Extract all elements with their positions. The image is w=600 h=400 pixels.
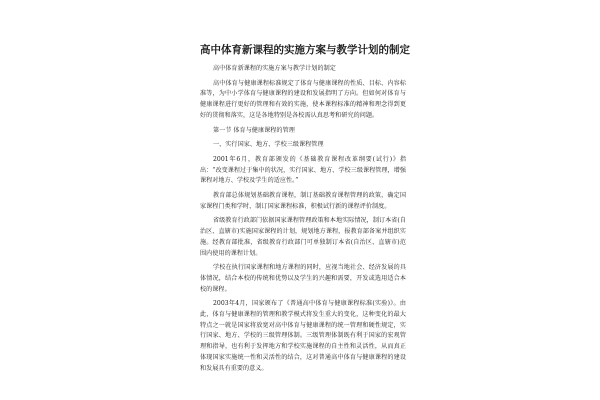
document-body (200, 44, 410, 378)
paragraph-subtitle: 高中体育新课程的实施方案与教学计划的制定 (213, 65, 336, 72)
subsection-heading: 一、实行国家、地方、学校三级课程管理 (213, 141, 324, 149)
paragraph-school-role: 学校在执行国家课程和地方课程的同时，应视当地社会、经济发展的具体情况，结合本校的传统和优势以及学生的兴趣和需要，开发或选用适合本校的课程。 (200, 264, 406, 293)
paragraph-2003-standard: 2003年4月，国家颁布了《普通高中体育与健康课程标准(实验)》。由此，体育与健康课程的管理和教学模式将发生重大的变化，这种变化的最大特点之一就是国家将放宽对高中体育与健康课程的统一管理和硬性规定，实行国家、地方、学校的三级管理体制。三级管理体制既有利于国家的宏观管理和指导，也有利于发挥地方和学校实施课程的自主性和灵活性，从而真正体现国家实施统一性和灵活性的结合，这对普通高中体育与健康课程的建设和发展具有重要的意义。 (200, 300, 406, 372)
paragraph-ministry-role: 教育部总体规划基础教育课程，制订基础教育课程管理的政策，确定国家课程门类和学时，制订国家课程标准，积极试行新的课程评价制度。 (200, 192, 406, 210)
section-heading: 第一节 体育与健康课程的管理 (213, 126, 295, 134)
paragraph-2001-policy: 2001年6月，教育部颁发的《基础教育课程改革纲要(试行)》指出：“改变课程过于集中的状况，实行国家、地方、学校三级课程管理，增强课程对地方、学校及学生的适应性。” (200, 155, 406, 185)
document-title: 高中体育新课程的实施方案与教学计划的制定 (200, 44, 410, 56)
paragraph-provincial-role: 省级教育行政部门依据国家课程管理政策和本地实际情况，制订本省(自治区、直辖市)实施国家课程的计划，规划地方课程，报教育部备案并组织实施。经教育部批准，省级教育行政部门可单独制订本省(自治区、直辖市)范围内使用的课程计划。 (200, 217, 406, 257)
paragraph-intro: 高中体育与健康课程标准规定了体育与健康课程的性质、目标、内容标准等，为中小学体育与健康课程的建设和发展指明了方向。但如何对体育与健康课程进行更好的管理和有效的实施，使本课程标准的精神和理念得到更好的贯彻和落实，这是各地特别是各校需认真思考和研究的问题。 (200, 79, 406, 119)
